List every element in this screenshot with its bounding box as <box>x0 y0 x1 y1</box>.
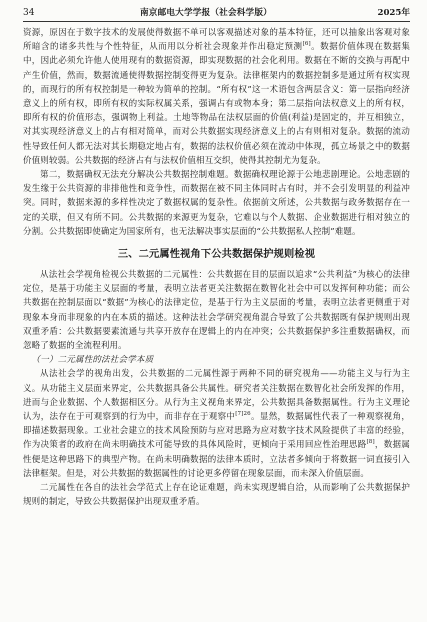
paragraph-text: 从法社会学的视角出发，公共数据的二元属性源于两种不同的研究视角——功能主义与行为主义。从功能主义层面来界定，公共数据具备公共属性。研究者关注数据在数智化社会所发挥的作用，进而与企业数据、个人数据相区分。从行为主义视角来界定，公共数据具备数据属性。行为主义理论认为，法存在于可观察到的行为中，而非存在于观察中 <box>23 369 410 423</box>
citation: [7]26 <box>235 411 251 418</box>
journal-title: 南京邮电大学学报（社会科学版） <box>140 8 272 18</box>
paragraph-text: 资源，原因在于数字技术的发展使得数据不单可以客观描述对象的基本特征，还可以抽象出客观对象所暗含的诸多共性与个性特征，从而用以分析社会现象并作出稳定预测 <box>23 28 410 53</box>
paragraph-text: 从法社会学视角检视公共数据的二元属性：公共数据在目的层面以追求“公共利益”为核心的法律定位，是基于功能主义层面的考量，表明立法者更关注数据在数智化社会中可以发挥何种功能；而公共数据在控制层面以“数据”为核心的法律定位，是基于行为主义层面的考量，表明立法者更侧重于对现象本身而非现象的内在本质的描述。这种法社会学研究视角混合导致了公共数据既有保护规则出现双重矛盾：公共数据要素流通与共享开放存在逻辑上的内在冲突；公共数据保护多注重数据确权，而忽略了数据的全流程利用。 <box>23 270 410 352</box>
paragraph <box>23 168 410 239</box>
subsection-heading: （一）二元属性的法社会学本质 <box>31 355 154 366</box>
paragraph <box>23 367 410 481</box>
page-number: 34 <box>23 8 35 18</box>
paragraph-text: 二元属性在各自的法社会学范式上存在论证难题，尚未实现逻辑自洽，从而影响了公共数据保护规则的制定，导致公共数据保护出现双重矛盾。 <box>23 483 410 508</box>
paragraph <box>23 26 410 168</box>
citation: [8] <box>366 439 375 446</box>
running-header <box>23 6 410 18</box>
paragraph-text: ，数据属性便是这种思路下的典型产物。在尚未明确数据的法律本质时，立法者多倾向于将数据一词直接引入法律框架。但是，对公共数据的数据属性的讨论更多停留在现象层面，而未深入价值层面。 <box>23 440 410 479</box>
publication-year: 2025年 <box>377 8 410 18</box>
paragraph-text: 。显然，数据属性代表了一种观察视角，即描述数据现象。工业社会建立的技术风险预防与应对思路为应对数字技术风险提供了丰富的经验，作为决策者的政府在尚未明确技术可能导致的具体风险时，更倾向于采用回应性治理思路 <box>23 412 411 451</box>
paragraph <box>23 481 410 509</box>
header-rule <box>23 21 410 22</box>
paragraph <box>23 268 410 353</box>
section-heading: 三、二元属性视角下公共数据保护规则检视 <box>117 249 316 261</box>
citation: [6] <box>302 41 311 48</box>
paragraph-text: 第二，数据确权无法充分解决公共数据控制难题。数据确权理论源于公地悲剧理论。公地悲剧的发生缘于公共资源的非排他性和竞争性，而数据在被不同主体同时占有时，并不会引发明显的利益冲突。同时，数据来源的多样性决定了数据权属的复杂性。依据前文所述，公共数据与政务数据存在一定的关联，但又有所不同。公共数据的来源更为复杂，它难以与个人数据、企业数据进行相对独立的分割。公共数据即使确定为国家所有，也无法解决事实层面的“公共数据私人控制”难题。 <box>23 170 410 237</box>
paragraph-text: 。数据价值体现在数据集中，因此必须允许他人使用现有的数据资源，即实现数据的社会化利用。数据在不断的交换与再配中产生价值，然而，数据流通使得数据控制变得更为复杂。法律框架内的数据控制多是通过所有权实现的，而现行的所有权控制是一种较为简单的控制。“所有权”这一术语包含两层含义：第一层指向经济意义上的所有权，即所有权的实际权属关系，强调占有或物本身；第二层指向法权意义上的所有权，即所有权的价值形态，强调物上利益。土地等物品在法权层面的价值(利益)是固定的，并互相独立，对其实现经济意义上的占有相对简单，而对公共数据实现经济意义上的占有则相对复杂。数据的流动性导致任何人都无法对其长期稳定地占有，数据的法权价值必须在流动中体现，孤立场景之中的数据价值则较弱。公共数据的经济占有与法权价值相互交织，使得其控制尤为复杂。 <box>23 42 411 166</box>
